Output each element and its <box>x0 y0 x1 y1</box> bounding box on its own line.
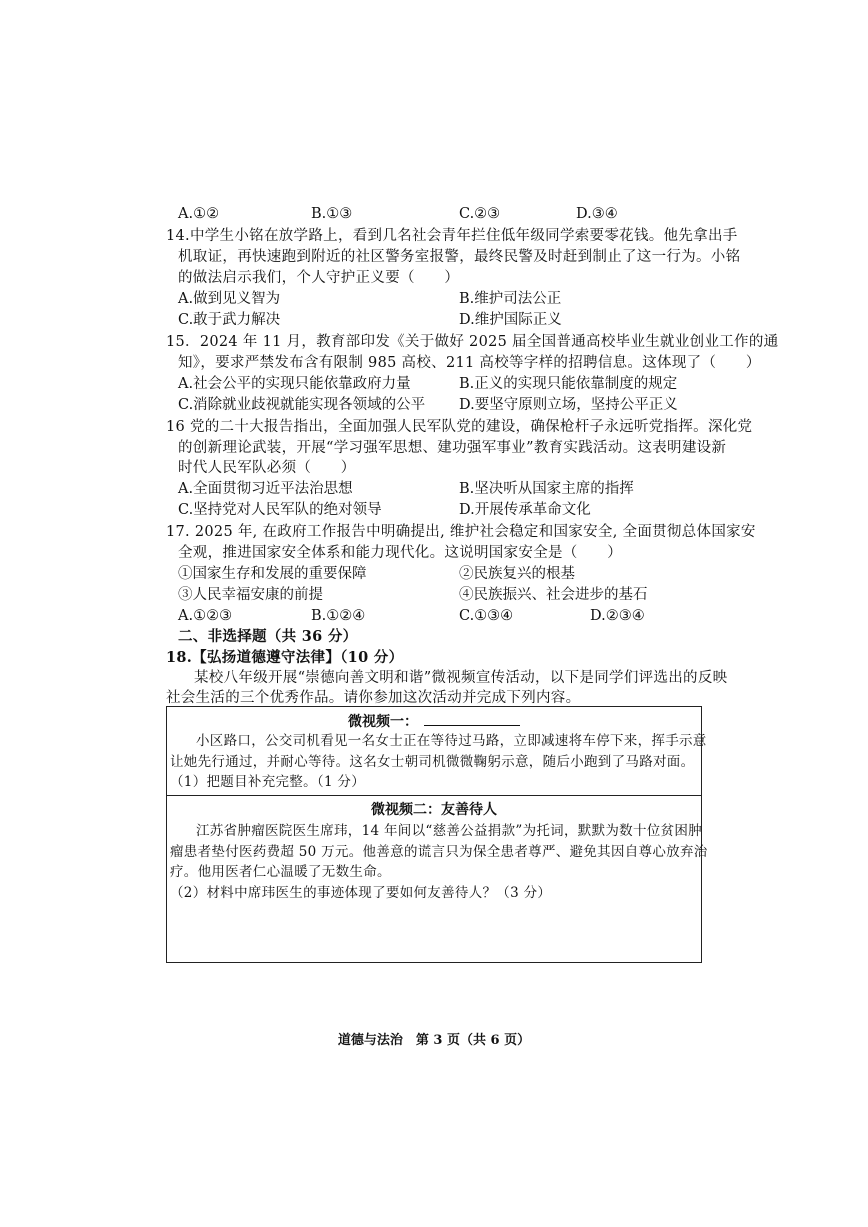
q14-option-c: C.敢于武力解决 <box>178 312 281 328</box>
q15-option-b: B.正义的实现只能依靠制度的规定 <box>459 376 678 392</box>
page-footer: 道德与法治 第 3 页（共 6 页） <box>337 1033 531 1048</box>
q13-option-d: D.③④ <box>576 206 618 222</box>
q14-option-a: A.做到见义智为 <box>178 291 281 307</box>
q14-option-d: D.维护国际正义 <box>459 312 562 328</box>
video-one-title: 微视频一： <box>348 714 418 730</box>
video-one-text-line: 小区路口，公交司机看见一名女士正在等待过马路，立即减速将车停下来，挥手示意 <box>196 733 707 749</box>
q17-option-c: C.①③④ <box>459 608 514 624</box>
q14-stem-line: 的做法启示我们，个人守护正义要（ ） <box>178 270 460 286</box>
q17-option-d: D.②③④ <box>590 608 645 624</box>
q13-option-a: A.①② <box>178 206 220 222</box>
q16-option-b: B.坚决听从国家主席的指挥 <box>459 481 634 497</box>
q15-option-c: C.消除就业歧视就能实现各领域的公平 <box>178 397 426 413</box>
q17-option-a: A.①②③ <box>178 608 233 624</box>
q17-statement-3: ③人民幸福安康的前提 <box>178 587 323 603</box>
q13-option-b: B.①③ <box>311 206 353 222</box>
video-two-answer-area[interactable] <box>170 906 698 958</box>
q16-stem-line: 时代人民军队必须（ ） <box>178 460 356 476</box>
q16-stem-line: 的创新理论武装，开展“学习强军思想、建功强军事业”教育实践活动。这表明建设新 <box>178 440 727 456</box>
q17-statement-4: ④民族振兴、社会进步的基石 <box>459 587 648 603</box>
q14-stem-line: 14.中学生小铭在放学路上，看到几名社会青年拦住低年级同学索要零花钱。他先拿出手 <box>166 228 738 244</box>
video-two-text-line: 疗。他用医者仁心温暖了无数生命。 <box>170 864 391 880</box>
q15-stem-line: 知》，要求严禁发布含有限制 985 高校、211 高校等字样的招聘信息。这体现了（ ） <box>178 355 761 371</box>
video-two-title: 微视频二：友善待人 <box>371 802 497 818</box>
q13-option-c: C.②③ <box>459 206 501 222</box>
video-one-text-line: 让她先行通过，并耐心等待。这名女士朝司机微微鞠躬示意，随后小跑到了马路对面。 <box>170 754 695 770</box>
video-one-answer-blank[interactable] <box>424 711 520 726</box>
q16-option-d: D.开展传承革命文化 <box>459 502 591 518</box>
q15-stem-line: 15．2024 年 11 月，教育部印发《关于做好 2025 届全国普通高校毕业生就业创业工作的通 <box>166 334 779 350</box>
q15-option-a: A.社会公平的实现只能依靠政府力量 <box>178 376 411 392</box>
q16-stem-line: 16 党的二十大报告指出，全面加强人民军队党的建设，确保枪杆子永远听党指挥。深化党 <box>166 419 753 435</box>
q18-title: 18.【弘扬道德遵守法律】（10 分） <box>166 649 404 666</box>
video-two-question: （2）材料中席玮医生的事迹体现了要如何友善待人？（3 分） <box>170 885 552 901</box>
q18-intro-line: 某校八年级开展“崇德向善文明和谐”微视频宣传活动，以下是同学们评选出的反映 <box>194 670 728 686</box>
q18-intro-line: 社会生活的三个优秀作品。请你参加这次活动并完成下列内容。 <box>166 690 581 706</box>
q17-stem-line: 全观，推进国家安全体系和能力现代化。这说明国家安全是（ ） <box>178 545 622 561</box>
q17-stem-line: 17. 2025 年, 在政府工作报告中明确提出, 维护社会稳定和国家安全, 全面贯彻总体国家安 <box>166 524 756 540</box>
video-one-title-row <box>167 711 701 732</box>
q14-stem-line: 机取证，再快速跑到附近的社区警务室报警，最终民警及时赶到制止了这一行为。小铭 <box>178 249 741 265</box>
section-heading: 二、非选择题（共 36 分） <box>178 628 358 645</box>
q16-option-a: A.全面贯彻习近平法治思想 <box>178 481 353 497</box>
q14-option-b: B.维护司法公正 <box>459 291 562 307</box>
q17-statement-2: ②民族复兴的根基 <box>459 566 575 582</box>
q17-option-b: B.①②④ <box>311 608 366 624</box>
video-two-text-line: 江苏省肿瘤医院医生席玮，14 年间以“慈善公益捐款”为托词，默默为数十位贫困肿 <box>196 823 702 839</box>
video-two-text-line: 瘤患者垫付医药费超 50 万元。他善意的谎言只为保全患者尊严、避免其因自尊心放弃治 <box>170 844 708 860</box>
q16-option-c: C.坚持党对人民军队的绝对领导 <box>178 502 382 518</box>
video-one-question: （1）把题目补充完整。（1 分） <box>170 774 366 790</box>
q15-option-d: D.要坚守原则立场，坚持公平正义 <box>459 397 678 413</box>
q17-statement-1: ①国家生存和发展的重要保障 <box>178 566 367 582</box>
